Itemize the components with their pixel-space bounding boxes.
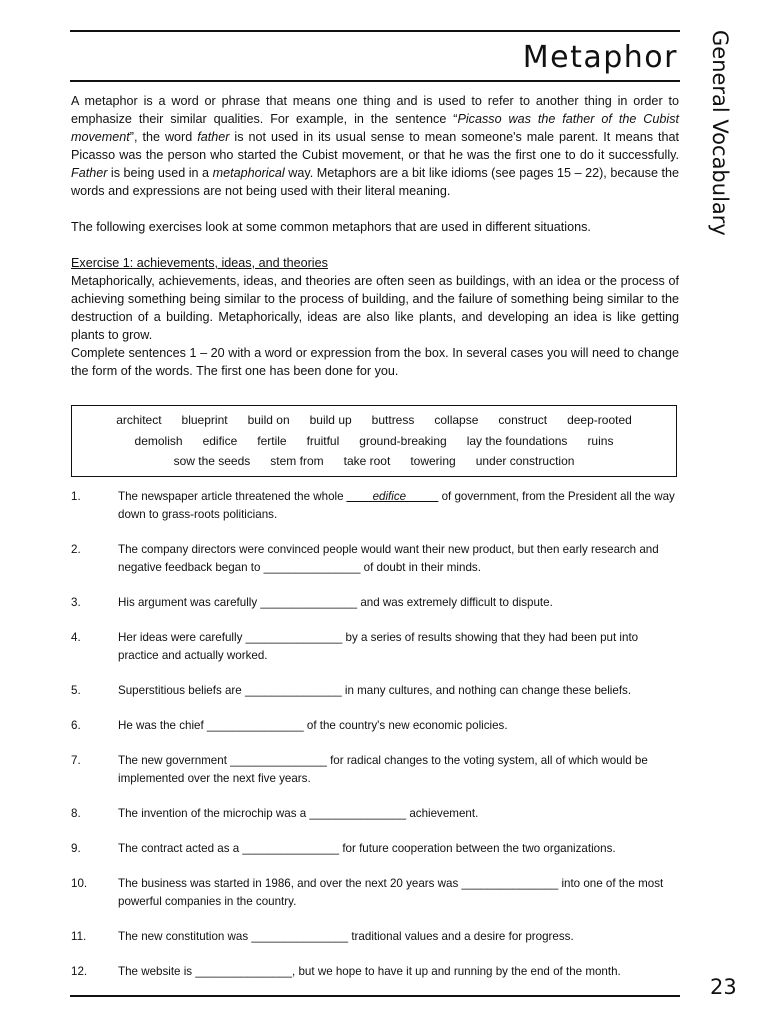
main-text (71, 92, 679, 380)
sentence-number: 6. (71, 719, 81, 732)
word-box-item: blueprint (181, 413, 228, 427)
sentence-text: The contract acted as a _______________ for future cooperation between the two organizations. (118, 842, 616, 855)
sentence-item (71, 594, 679, 612)
sentence-number: 4. (71, 631, 81, 644)
word-box-item: towering (410, 454, 456, 468)
sentence-text (118, 488, 679, 524)
top-rule (70, 30, 680, 32)
word-box-item: sow the seeds (173, 454, 251, 468)
sentence-text: The company directors were convinced people would want their new product, but then early research and negative feedback began to _______________ of doubt in their minds. (118, 543, 659, 574)
exercise-heading: Exercise 1: achievements, ideas, and theories (71, 256, 328, 270)
word-box-item: construct (498, 413, 548, 427)
sentence-item (71, 875, 679, 911)
word-box-item: edifice (202, 433, 238, 448)
sentence-item (71, 717, 679, 735)
sentence-item (71, 963, 679, 981)
intro-text-3: is not used in its usual sense to mean someone's male parent. It means that Picasso was the person who started the Cubist movement, or that he was the first one to do it successfully. (71, 130, 679, 162)
intro-term-metaphorical: metaphorical (212, 166, 285, 180)
sentence-number: 11. (71, 930, 87, 943)
word-box (71, 405, 677, 477)
page-number: 23 (710, 975, 737, 999)
sentence-text: The business was started in 1986, and over the next 20 years was _______________ into one of the most powerful companies in the country. (118, 877, 664, 908)
exercise-instructions: Complete sentences 1 – 20 with a word or expression from the box. In several cases you will need to change the form of the words. The first one has been done for you. (71, 346, 679, 378)
sentence-text: His argument was carefully _______________ and was extremely difficult to dispute. (118, 596, 553, 609)
sentence-item (71, 488, 679, 524)
sentence-text: The invention of the microchip was a _______________ achievement. (118, 807, 479, 820)
sentence-text: The new constitution was _______________ traditional values and a desire for progress. (118, 930, 574, 943)
sentence-item (71, 541, 679, 577)
sentence-number: 2. (71, 543, 81, 556)
word-box-item: under construction (475, 454, 575, 468)
sentence-number: 12. (71, 965, 88, 978)
word-box-item: buttress (371, 413, 415, 427)
intro-term-father: father (197, 130, 230, 144)
sentence-number: 1. (71, 490, 81, 503)
example-answer: ____edifice_____ (346, 490, 439, 503)
sentence-item (71, 805, 679, 823)
sentence-number: 9. (71, 842, 81, 855)
sentence-item (71, 928, 679, 946)
intro-term-father-2: Father (71, 166, 108, 180)
sentence-text-after: of government, from the President all the way down to grass-roots politicians. (118, 490, 675, 521)
word-box-item: ruins (587, 433, 614, 448)
intro-quote: Picasso was the father of the Cubist movement (71, 112, 679, 144)
word-box-item: architect (116, 413, 162, 427)
word-box-item: lay the foundations (466, 433, 568, 448)
word-box-item: build on (247, 413, 290, 427)
sentence-number: 5. (71, 684, 81, 697)
word-box-item: collapse (434, 413, 479, 427)
sentence-item (71, 629, 679, 665)
word-box-row-3 (72, 451, 676, 472)
intro-paragraph-2: The following exercises look at some common metaphors that are used in different situations. (71, 220, 591, 234)
sentence-text-before: The newspaper article threatened the whole (118, 490, 347, 503)
intro-paragraph (71, 92, 679, 200)
title-rule (70, 80, 680, 82)
intro-text-1: A metaphor is a word or phrase that means one thing and is used to refer to another thing in order to emphasize their similar qualities. For example, in the sentence “ (71, 94, 679, 126)
word-box-item: build up (309, 413, 352, 427)
word-box-item: ground-breaking (359, 433, 447, 448)
sentence-item (71, 840, 679, 858)
intro-text-2: ”, the word (129, 130, 198, 144)
word-box-item: fruitful (306, 433, 340, 448)
bottom-rule (70, 995, 680, 997)
sentence-text: He was the chief _______________ of the country's new economic policies. (118, 719, 508, 732)
sentence-number: 3. (71, 596, 81, 609)
sentence-text: The website is _______________, but we hope to have it up and running by the end of the month. (118, 965, 621, 978)
word-box-item: deep-rooted (567, 413, 632, 427)
intro-text-5: way. Metaphors are a bit like idioms (see pages 15 – 22), because the words and expressions are not being used with their literal meaning. (71, 166, 679, 198)
page-title: Metaphor (522, 40, 678, 75)
sentence-number: 10. (71, 877, 88, 890)
word-box-item: fertile (257, 433, 287, 448)
intro-text-4: is being used in a (107, 166, 213, 180)
sentence-item (71, 752, 679, 788)
sentence-text: The new government _______________ for radical changes to the voting system, all of which would be implemented over the next five years. (118, 754, 648, 785)
word-box-item: stem from (270, 454, 324, 468)
sentence-number: 8. (71, 807, 81, 820)
sentence-text: Superstitious beliefs are _______________ in many cultures, and nothing can change these beliefs. (118, 684, 632, 697)
side-section-text: General Vocabulary (708, 30, 732, 236)
sentence-number: 7. (71, 754, 81, 767)
exercise-description: Metaphorically, achievements, ideas, and theories are often seen as buildings, with an idea or the process of achieving something being similar to the process of building, and the failure of something being similar to the destruction of a building. Metaphorically, ideas are also like plants, and developing an idea is like getting plants to grow. (71, 274, 679, 342)
word-box-row-1 (72, 410, 676, 431)
side-section-label (708, 30, 748, 245)
sentence-text: Her ideas were carefully _______________ by a series of results showing that they had been put into practice and actually worked. (118, 631, 639, 662)
sentence-list (71, 488, 679, 998)
sentence-item (71, 682, 679, 700)
word-box-item: take root (343, 454, 391, 468)
word-box-row-2 (72, 431, 676, 452)
word-box-item: demolish (134, 433, 183, 448)
